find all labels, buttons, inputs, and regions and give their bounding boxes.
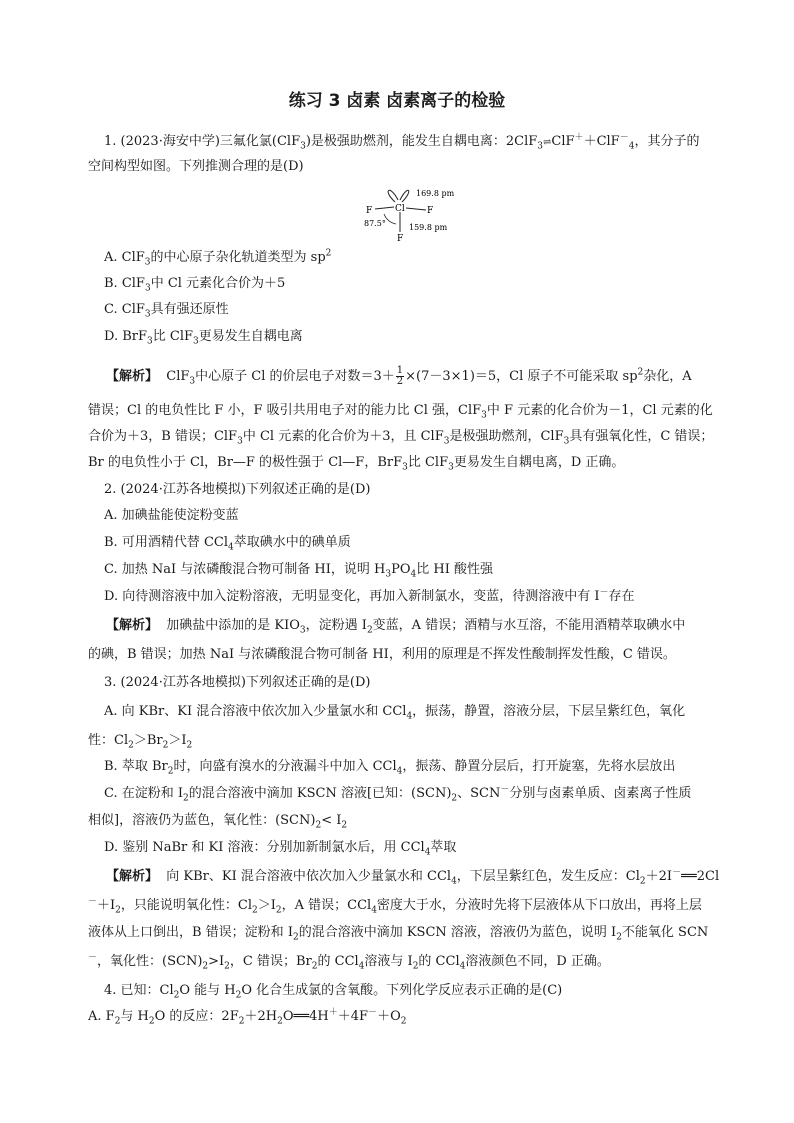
q3-analysis-line2: $^-+I_2$，只能说明氧化性：$Cl_2>I_2$，A 错误；CCl$_4$密度大于水，分液时先将下层液体从下口放出，再将上层 — [88, 896, 702, 916]
q2-analysis-line1: 【解析】 加碘盐中添加的是 $KIO_3$，淀粉遇 $I_2$变蓝，A 错误；酒精与水互溶，不能用酒精萃取碘水中 — [106, 618, 686, 636]
q1-analysis-line1: 【解析】 ClF$_3$中心原子 Cl 的价层电子对数＝3＋ $\frac{1}{2}$ ×(7－3×1)＝5，Cl 原子不可能采取 $sp^2$杂化，A — [106, 365, 692, 387]
q3-option-c-line2: 相似]，溶液仍为蓝色，氧化性：$(SCN)_2< I_2$ — [88, 813, 348, 831]
q1-option-a: A. ClF$_3$的中心原子杂化轨道类型为 $sp^2$ — [104, 248, 332, 268]
q1-stem-line1: 1. (2023·海安中学)三氟化氯(ClF$_3$)是极强助燃剂，能发生自耦电离：2ClF$_3$⇌ClF＋＋ClF－$_4$，其分子的 — [104, 132, 700, 152]
q3-stem: 3. (2024·江苏各地模拟)下列叙述正确的是(D) — [104, 675, 371, 690]
q3-analysis-line3: 液体从上口倒出，B 错误；淀粉和 $I_2$的混合溶液中滴加 KSCN 溶液，溶液仍为蓝色，说明 $I_2$不能氧化 SCN — [88, 925, 709, 943]
bond-line — [375, 207, 394, 209]
q1-option-b: B. ClF$_3$中 Cl 元素化合价为＋5 — [104, 276, 286, 294]
cl-atom-label: Cl — [395, 204, 405, 214]
page-title: 练习 3 卤素 卤素离子的检验 — [288, 91, 506, 111]
q2-option-c: C. 加热 NaI 与浓磷酸混合物可制备 HI，说明 $H_3PO_4$比 HI 酸性强 — [104, 562, 493, 580]
clf3-structure-figure — [362, 180, 462, 244]
q3-analysis-line4: －，氧化性：$(SCN)_2>I_2$，C 错误；$Br_2$的 CCl$_4$溶液与 $I_2$的 CCl$_4$溶液颜色不同，D 正确。 — [88, 952, 610, 972]
q1-analysis-line4: Br 的电负性小于 Cl，Br—F 的极性强于 Cl—F，BrF$_3$比 ClF$_3$更易发生自耦电离，D 正确。 — [88, 455, 625, 473]
q1-option-c: C. ClF$_3$具有强还原性 — [104, 302, 229, 320]
q2-option-d: D. 向待测溶液中加入淀粉溶液，无明显变化，再加入新制氯水，变蓝，待测溶液中有 I－存在 — [104, 587, 635, 604]
q4-stem: 4. 已知：$Cl_2O$ 能与 $H_2O$ 化合生成氯的含氧酸。下列化学反应表示正确的是(C) — [104, 983, 563, 1001]
q3-option-a-line1: A. 向 KBr、KI 混合溶液中依次加入少量氯水和 CCl$_4$，振荡，静置，溶液分层，下层呈紫红色，氧化 — [104, 704, 686, 722]
q4-option-a: A. $F_2$与 $H_2O$ 的反应：$2F_2+2H_2O══4H^++4F^-+O_2$ — [88, 1007, 407, 1027]
bond-length-label: 159.8 pm — [409, 223, 448, 232]
q3-option-d: D. 鉴别 NaBr 和 KI 溶液：分别加新制氯水后，用 CCl$_4$萃取 — [104, 840, 457, 858]
bond-line — [406, 208, 426, 210]
q3-option-b: B. 萃取 $Br_2$时，向盛有溴水的分液漏斗中加入 CCl$_4$，振荡、静置分层后，打开旋塞，先将水层放出 — [104, 759, 676, 777]
bond-angle-label: 87.5° — [364, 219, 386, 228]
q1-analysis-line3: 合价为＋3，B 错误；ClF$_3$中 Cl 元素的化合价为＋3，且 ClF$_3$是极强助燃剂，ClF$_3$具有强氧化性，C 错误； — [88, 429, 714, 447]
q1-option-d: D. BrF$_3$比 ClF$_3$更易发生自耦电离 — [104, 329, 303, 347]
q3-analysis-line1: 【解析】 向 KBr、KI 混合溶液中依次加入少量氯水和 CCl$_4$，下层呈紫红色，发生反应：$Cl_2+2I^-══2Cl$ — [106, 867, 720, 887]
q1-analysis-line2: 错误；Cl 的电负性比 F 小，F 吸引共用电子对的能力比 Cl 强，ClF$_3$中 F 元素的化合价为－1，Cl 元素的化 — [88, 403, 713, 421]
f-atom-label: F — [366, 206, 373, 216]
q3-option-c-line1: C. 在淀粉和 $I_2$的混合溶液中滴加 KSCN 溶液[已知：$(SCN)_2$、SCN－分别与卤素单质、卤素离子性质 — [104, 784, 692, 804]
f-atom-label: F — [427, 206, 434, 216]
lone-pair-lobe — [388, 190, 398, 202]
lone-pair-lobe — [400, 190, 409, 202]
q2-option-a: A. 加碘盐能使淀粉变蓝 — [104, 508, 239, 523]
bond-length-label: 169.8 pm — [416, 189, 455, 198]
f-atom-label: F — [397, 234, 404, 244]
q2-stem: 2. (2024·江苏各地模拟)下列叙述正确的是(D) — [104, 482, 371, 497]
q1-stem-line2: 空间构型如图。下列推测合理的是(D) — [88, 159, 304, 174]
q2-option-b: B. 可用酒精代替 CCl$_4$萃取碘水中的碘单质 — [104, 535, 351, 553]
q3-option-a-line2: 性：$Cl_2>Br_2>I_2$ — [88, 733, 193, 751]
q2-analysis-line2: 的碘，B 错误；加热 NaI 与浓磷酸混合物可制备 HI，利用的原理是不挥发性酸制挥发性酸，C 错误。 — [88, 647, 676, 662]
